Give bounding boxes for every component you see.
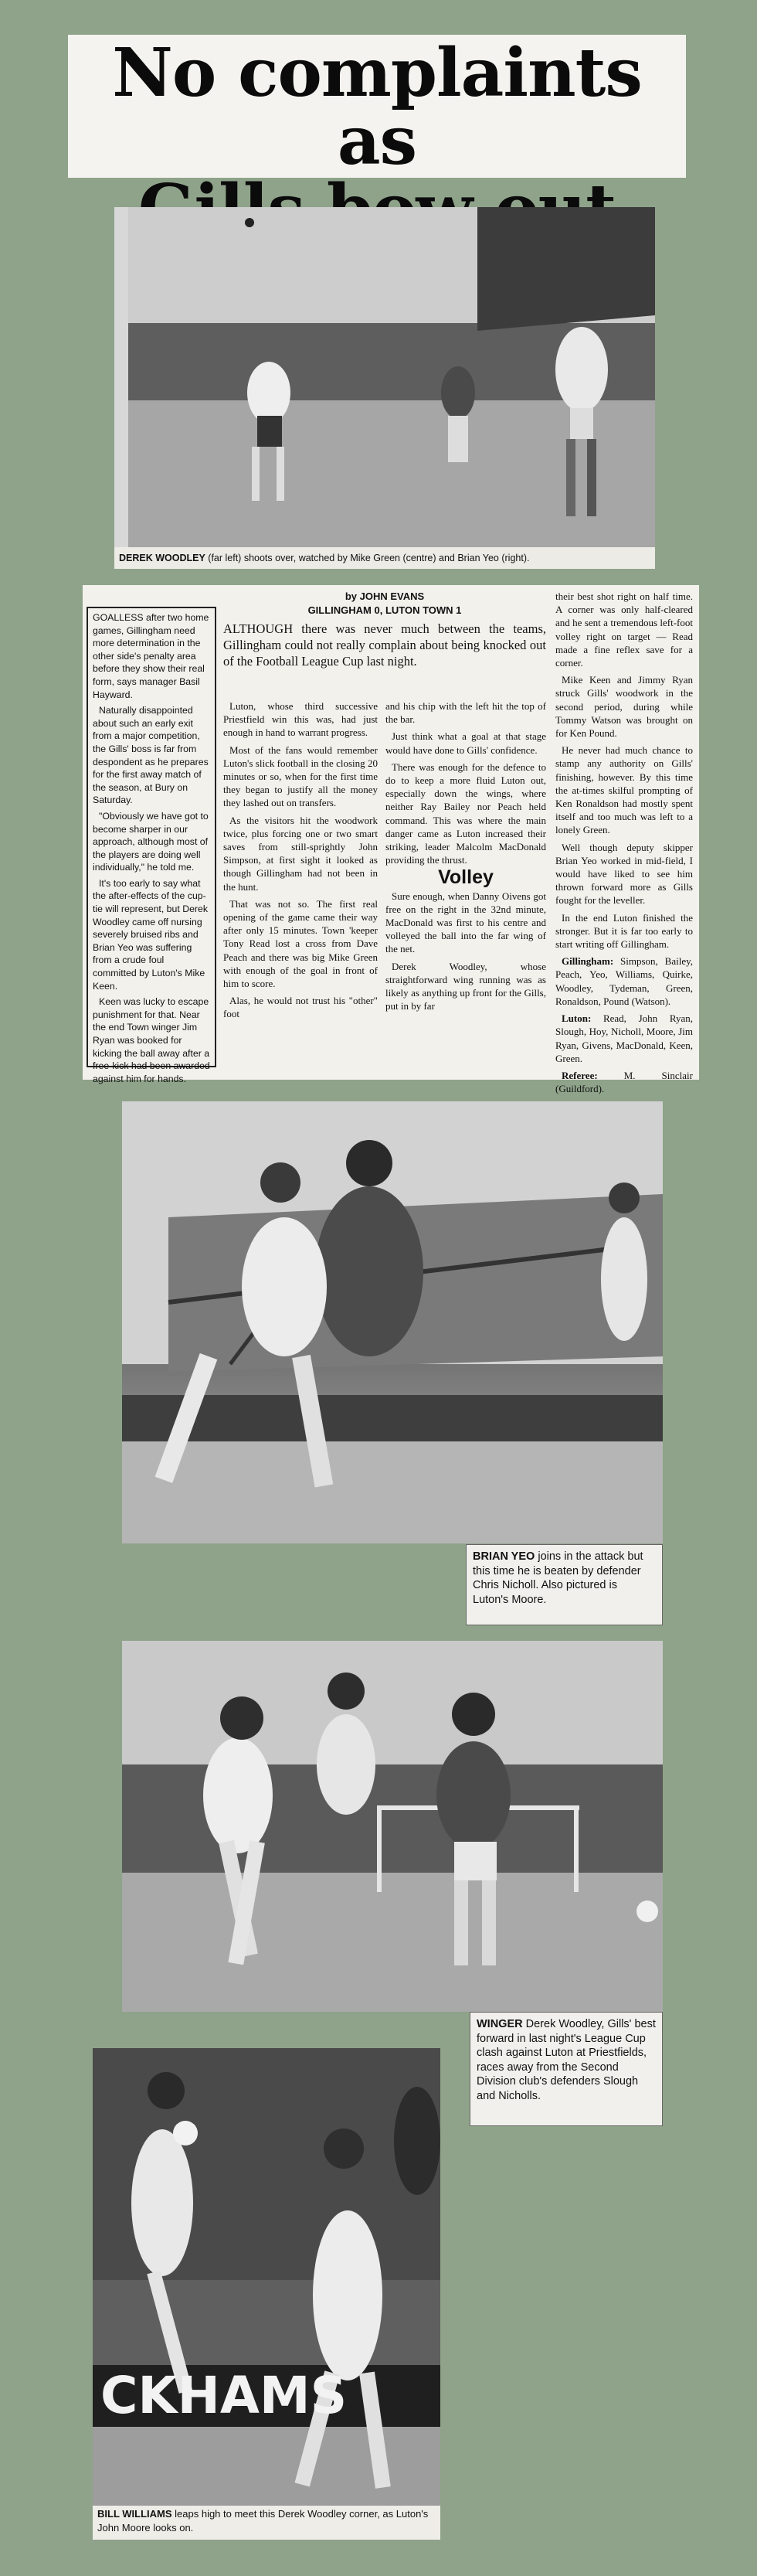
col-c-paragraph-5: In the end Luton finished the stronger. But it is far too early to start writing off Gillingham.	[555, 911, 693, 951]
byline: by JOHN EVANS	[345, 590, 425, 602]
col-a-paragraph-2: Most of the fans would remember Luton's slick football in the closing 20 minutes or so, when for the first time they began to justify all the money they lashed out on transfers.	[223, 744, 378, 809]
col-b2-paragraph-2: Derek Woodley, whose straightforward wing running was as likely as anything up front for the Gills, put in by far	[385, 960, 546, 1012]
article-main	[223, 590, 546, 669]
team-gillingham	[555, 955, 693, 1008]
photo4-caption-text: leaps high to meet this Derek Woodley corner, as Luton's John Moore looks on.	[97, 2508, 429, 2533]
photo2-caption	[466, 1544, 663, 1625]
col-b2-paragraph-1: Sure enough, when Danny Oivens got free on the right in the 32nd minute, MacDonald was first to his centre and volleyed the ball into the far wing of the net.	[385, 890, 546, 955]
col-c-paragraph-3: He never had much chance to stamp any authority on Gills' finishing, however. By this time the at-times skilful prompting of Ken Ronaldson had mostly spent itself and too much was left to a lonely Green.	[555, 744, 693, 836]
match-report	[83, 585, 699, 1095]
sidebar-paragraph-5: Keen was lucky to escape punishment for that. Near the end Town winger Jim Ryan was booked for kicking the ball away after a free-kick had been awarded against him for hands.	[93, 996, 210, 1084]
team-gillingham-list: Simpson, Bailey, Peach, Yeo, Williams, Quirke, Woodley, Tydeman, Green, Ronaldson, Pound (Watson).	[555, 955, 693, 1007]
headline-line-1: No complaints as	[112, 34, 642, 180]
col-c-paragraph-1: their best shot right on half time. A corner was only half-cleared and he sent a tremendous left-foot volley right on target — Read made a fine reflex save for a corner.	[555, 590, 693, 669]
photo-bill-williams	[93, 2048, 440, 2506]
team-luton-label: Luton:	[562, 1012, 592, 1025]
photo2-caption-name: BRIAN YEO	[473, 1550, 535, 1563]
photo3-caption-name: WINGER	[477, 2018, 523, 2030]
col-b-paragraph-3: There was enough for the defence to do to keep a more fluid Luton out, especially down the wings, where neither Ray Bailey nor Peach held command. This was where the main danger came as Luton increased their striking, leader Malcolm MacDonald providing the thrust.	[385, 761, 546, 866]
photo3-caption-text: Derek Woodley, Gills' best forward in last night's League Cup clash against Luton at Priestfields, races away from the Second Division club's defenders Slough and Nicholls.	[477, 2018, 656, 2102]
headline-block	[68, 35, 686, 178]
photo3-caption	[470, 2012, 663, 2126]
article-column-c	[555, 590, 693, 1117]
photo1-caption-name: DEREK WOODLEY	[119, 553, 205, 563]
subhead-volley: Volley	[438, 866, 494, 889]
col-c-paragraph-2: Mike Keen and Jimmy Ryan struck Gills' woodwork in the second period, during while Tommy Watson was brought on for Ken Pound.	[555, 674, 693, 740]
photo1-caption	[114, 547, 655, 569]
photo4-caption	[93, 2506, 440, 2540]
col-b-paragraph-1: and his chip with the left hit the top of the bar.	[385, 700, 546, 726]
photo4-caption-name: BILL WILLIAMS	[97, 2508, 172, 2520]
lede: ALTHOUGH there was never much between the teams, Gillingham could not really complain about being knocked out of the Football League Cup last night.	[223, 621, 546, 669]
team-gillingham-label: Gillingham:	[562, 955, 614, 968]
photo1-caption-text: (far left) shoots over, watched by Mike Green (centre) and Brian Yeo (right).	[205, 553, 530, 563]
photo2-caption-text: joins in the attack but this time he is beaten by defender Chris Nicholl. Also pictured is Luton's Moore.	[473, 1550, 643, 1606]
sidebar-paragraph-1: GOALLESS after two home games, Gillingham need more determination in the other side's penalty area before they show their real form, says manager Basil Hayward.	[93, 612, 209, 700]
photo-brian-yeo-image	[122, 1101, 663, 1543]
article-column-a	[223, 699, 378, 1025]
photo-woodley-shot-image	[114, 207, 655, 547]
photo-woodley-run	[122, 1641, 663, 2012]
sidebar-paragraph-4: It's too early to say what the after-effects of the cup-tie will represent, but Derek Woodley came off nursing severely bruised ribs and Brian Yeo was suffering from a crude foul committed by Luton's Mike Keen.	[93, 877, 208, 992]
stand-sign-text: CKHAMS	[100, 2366, 348, 2425]
sidebar-paragraph-3: "Obviously we have got to become sharper in our approach, although most of the players are doing well individually," he told me.	[93, 810, 209, 873]
team-luton	[555, 1012, 693, 1065]
col-b-paragraph-2: Just think what a goal at that stage would have done to Gills' confidence.	[385, 730, 546, 756]
photo-woodley-shot	[114, 207, 655, 547]
col-a-paragraph-3: As the visitors hit the woodwork twice, plus forcing one or two smart saves from still-sprightly John Simpson, at first sight it looked as though Gillingham had not been in the hunt.	[223, 814, 378, 893]
col-a-paragraph-1: Luton, whose third successive Priestfield win this was, had just enough in hand to warrant progress.	[223, 700, 378, 739]
photo-brian-yeo	[122, 1101, 663, 1543]
photo-bill-williams-image	[93, 2048, 440, 2506]
score-line: GILLINGHAM 0, LUTON TOWN 1	[307, 604, 462, 616]
referee-line	[555, 1069, 693, 1095]
referee-label: Referee:	[562, 1069, 598, 1081]
referee-value: M. Sinclair (Guildford).	[555, 1069, 693, 1095]
article-column-b	[385, 699, 546, 1016]
team-luton-list: Read, John Ryan, Slough, Hoy, Nicholl, Moore, Jim Ryan, Givens, MacDonald, Keen, Green.	[555, 1012, 693, 1064]
col-c-paragraph-4: Well though deputy skipper Brian Yeo worked in mid-field, I would have liked to see him thrown forward more as Gills fought for the leveller.	[555, 841, 693, 907]
col-a-paragraph-4: That was not so. The first real opening of the game came their way after only 15 minutes. Town 'keeper Tony Read lost a cross from Dave Peach and there was big Mike Green with enough of the goal in front of him to score.	[223, 897, 378, 990]
col-a-paragraph-5: Alas, he would not trust his "other" foot	[223, 995, 378, 1020]
photo-woodley-run-image	[122, 1641, 663, 2012]
sidebar-paragraph-2: Naturally disappointed about such an early exit from a major competition, the Gills' boss is far from despondent as he prepares for the first away match of the season, at Bury on Saturday.	[93, 705, 209, 806]
sidebar-box	[87, 607, 216, 1084]
